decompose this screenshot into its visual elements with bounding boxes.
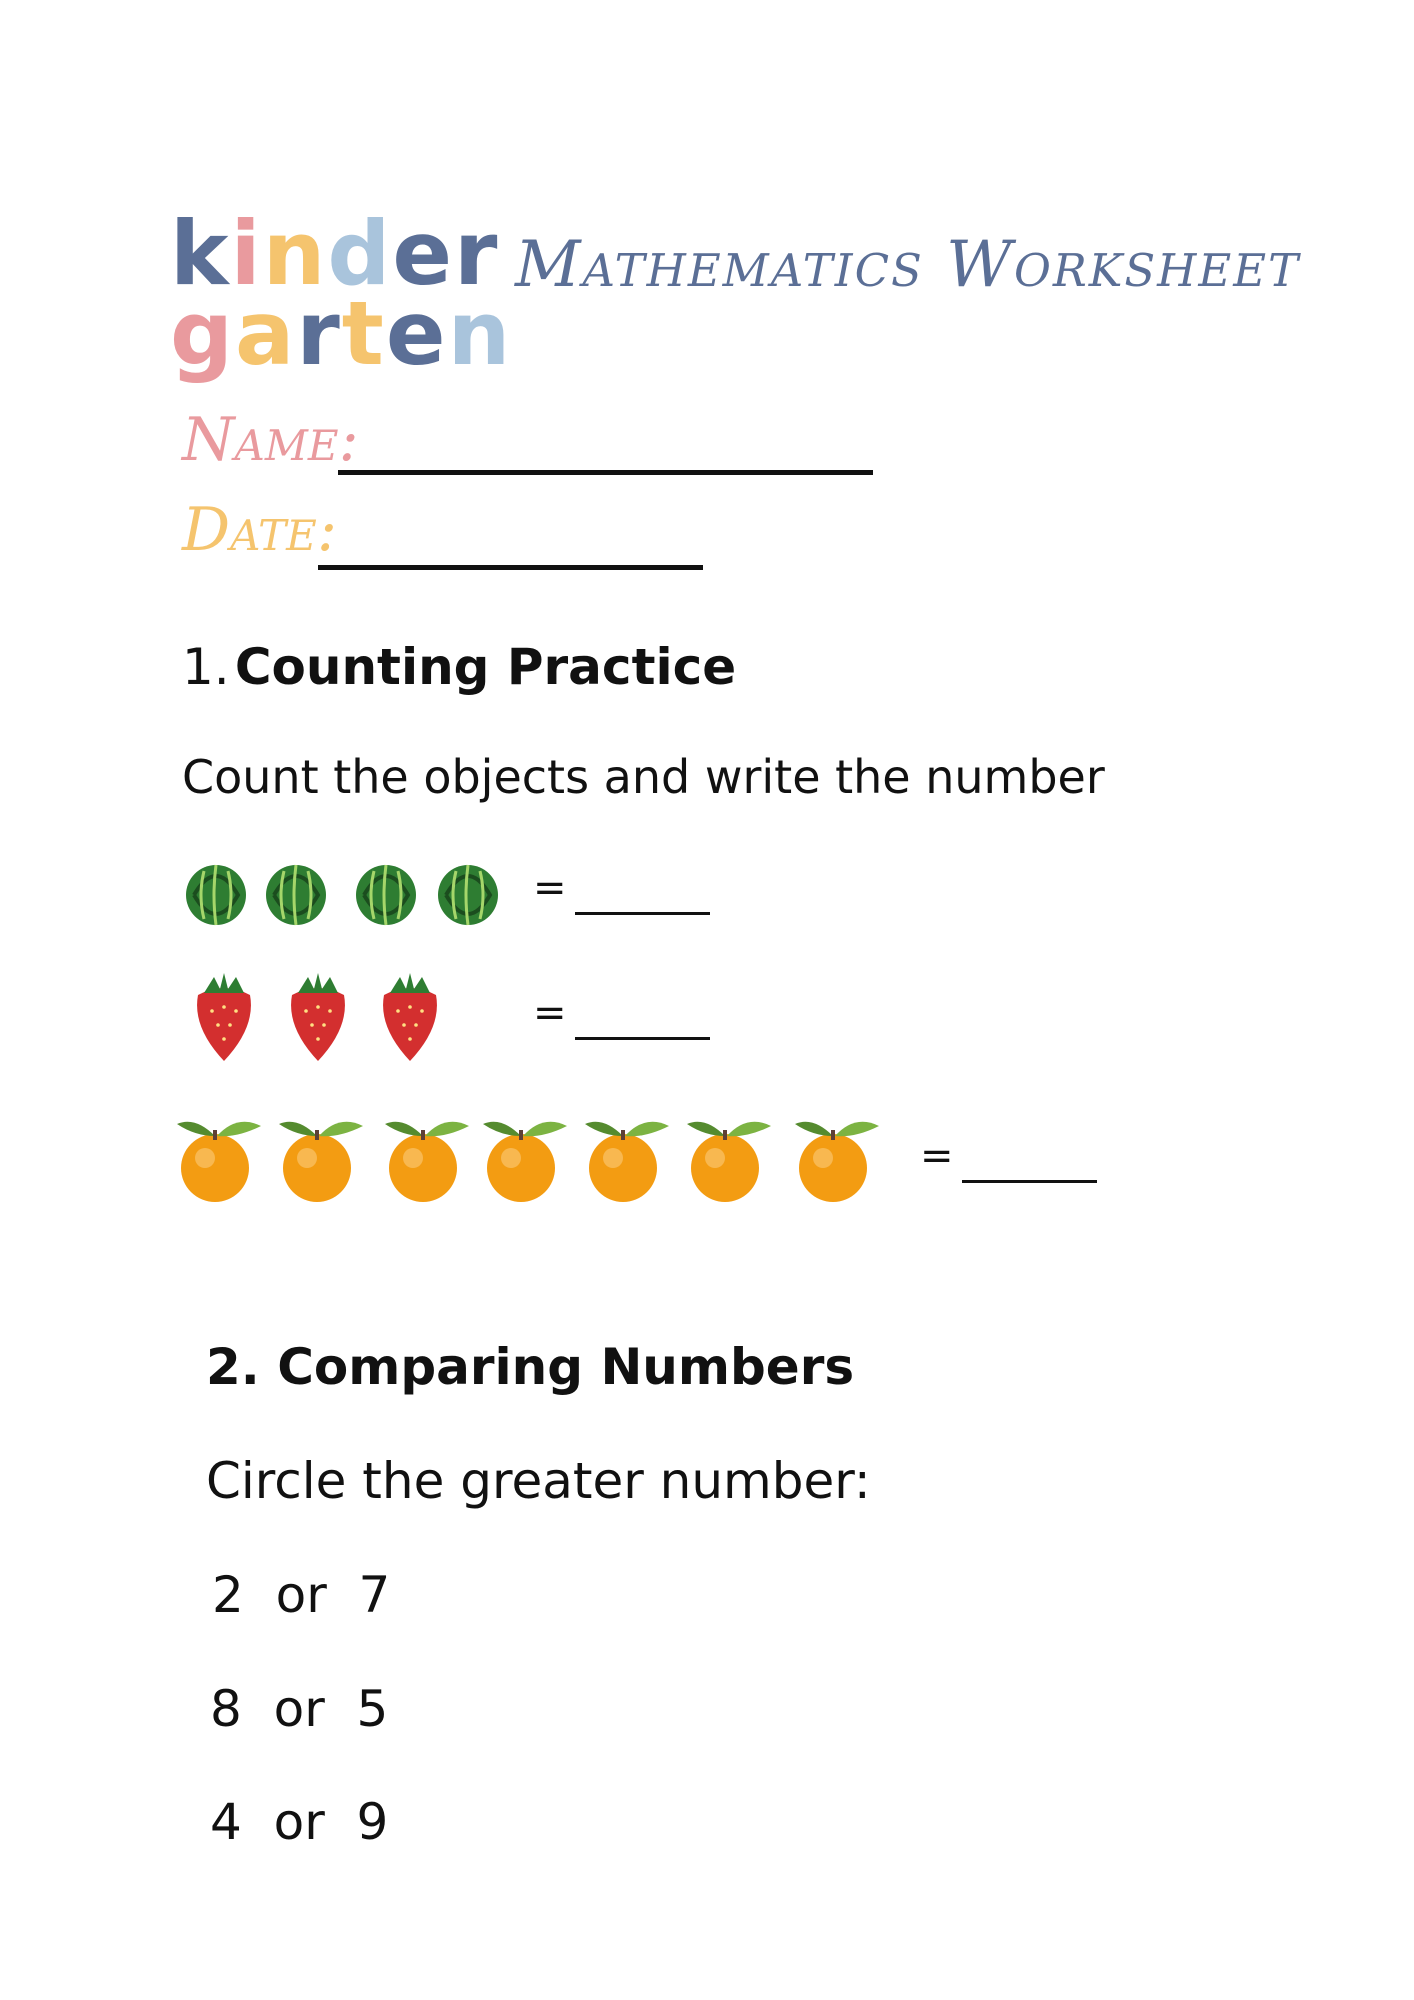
logo-garten xyxy=(170,282,513,385)
section1-instruction: Count the objects and write the number xyxy=(182,750,1105,804)
logo-letter: k xyxy=(170,202,231,305)
orange-icon xyxy=(687,1122,771,1202)
row1-answer-blank[interactable] xyxy=(575,912,710,915)
logo-letter: n xyxy=(262,202,328,305)
compare-pair[interactable]: 4 or 9 xyxy=(210,1793,389,1851)
strawberry-icon xyxy=(291,973,345,1061)
logo-letter: a xyxy=(235,282,297,385)
logo-letter: i xyxy=(230,202,263,305)
date-label: Date: xyxy=(182,495,338,565)
watermelon-icon xyxy=(266,865,326,925)
compare-pair[interactable]: 8 or 5 xyxy=(210,1680,389,1738)
orange-icon xyxy=(385,1122,469,1202)
row3-equals: = xyxy=(920,1133,954,1179)
date-line[interactable] xyxy=(318,565,703,570)
orange-row xyxy=(175,1110,910,1210)
logo-letter: e xyxy=(392,202,455,305)
logo-letter: n xyxy=(447,282,513,385)
compare-pair[interactable]: 2 or 7 xyxy=(212,1566,391,1624)
worksheet-title: Mathematics Worksheet xyxy=(515,228,1301,302)
strawberry-row xyxy=(190,965,480,1065)
logo-letter: r xyxy=(454,202,500,305)
strawberry-icon xyxy=(383,973,437,1061)
name-label: Name: xyxy=(182,405,359,475)
logo-letter: t xyxy=(341,282,386,385)
orange-icon xyxy=(279,1122,363,1202)
watermelon-icon xyxy=(186,865,246,925)
section1-number: 1. xyxy=(182,638,230,696)
logo-letter: r xyxy=(296,282,342,385)
orange-icon xyxy=(483,1122,567,1202)
orange-icon xyxy=(795,1122,879,1202)
row2-equals: = xyxy=(533,990,567,1036)
section1-heading xyxy=(182,638,736,696)
section2-title: 2. Comparing Numbers xyxy=(206,1338,855,1396)
section1-title: Counting Practice xyxy=(234,638,737,696)
watermelon-icon xyxy=(356,865,416,925)
watermelon-icon xyxy=(438,865,498,925)
strawberry-icon xyxy=(197,973,251,1061)
row2-answer-blank[interactable] xyxy=(575,1037,710,1040)
orange-icon xyxy=(585,1122,669,1202)
logo-letter: g xyxy=(170,282,235,385)
section2-instruction: Circle the greater number: xyxy=(206,1452,871,1510)
logo-letter: e xyxy=(385,282,448,385)
logo-letter: d xyxy=(327,202,393,305)
watermelon-row xyxy=(180,855,530,935)
row1-equals: = xyxy=(533,865,567,911)
row3-answer-blank[interactable] xyxy=(962,1180,1097,1183)
orange-icon xyxy=(177,1122,261,1202)
name-line[interactable] xyxy=(338,470,873,475)
